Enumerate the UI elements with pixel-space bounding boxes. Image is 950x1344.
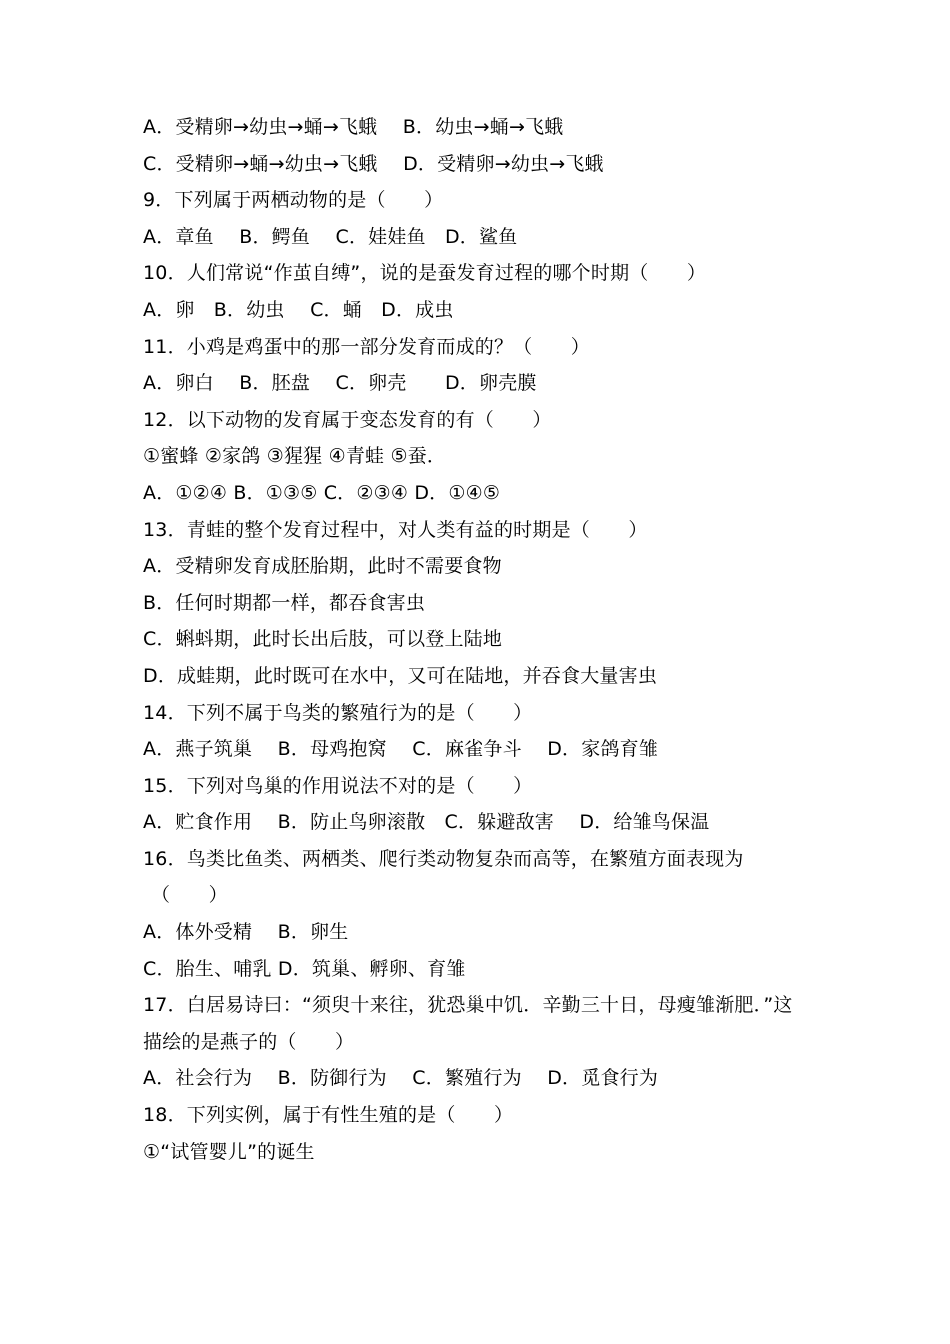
q15-stem: 15．下列对鸟巢的作用说法不对的是（ ） xyxy=(143,774,533,797)
q13-option-d: D．成蛙期，此时既可在水中，又可在陆地，并吞食大量害虫 xyxy=(143,664,658,687)
question-text-block xyxy=(143,109,823,1170)
q11-stem: 11．小鸡是鸡蛋中的那一部分发育而成的？（ ） xyxy=(143,335,590,358)
q14-stem: 14．下列不属于鸟类的繁殖行为的是（ ） xyxy=(143,701,533,724)
q16-options-cd: C．胎生、哺乳 D．筑巢、孵卵、育雏 xyxy=(143,957,466,980)
q13-stem: 13．青蛙的整个发育过程中，对人类有益的时期是（ ） xyxy=(143,518,648,541)
q16-stem: 16．鸟类比鱼类、两栖类、爬行类动物复杂而高等，在繁殖方面表现为 xyxy=(143,847,744,870)
q17-options: A．社会行为 B．防御行为 C．繁殖行为 D．觅食行为 xyxy=(143,1067,659,1090)
q10-options: A．卵 B．幼虫 C．蛹 D．成虫 xyxy=(143,298,454,321)
q17-stem-continued: 描绘的是燕子的（ ） xyxy=(143,1030,355,1053)
q14-options: A．燕子筑巢 B．母鸡抱窝 C．麻雀争斗 D．家鸽育雏 xyxy=(143,738,659,761)
q12-stem: 12．以下动物的发育属于变态发育的有（ ） xyxy=(143,408,552,431)
q16-stem-continued: （ ） xyxy=(151,884,228,907)
q9-options: A．章鱼 B．鳄鱼 C．娃娃鱼 D．鲨鱼 xyxy=(143,225,518,248)
q13-option-b: B．任何时期都一样，都吞食害虫 xyxy=(143,591,426,614)
q8-options-ab: A．受精卵→幼虫→蛹→飞蛾 B．幼虫→蛹→飞蛾 xyxy=(143,116,564,138)
q13-option-a: A．受精卵发育成胚胎期，此时不需要食物 xyxy=(143,555,502,578)
q18-stem: 18．下列实例，属于有性生殖的是（ ） xyxy=(143,1104,514,1127)
q12-items: ①蜜蜂 ②家鸽 ③猩猩 ④青蛙 ⑤蚕． xyxy=(143,445,447,468)
q10-stem: 10．人们常说“作茧自缚”，说的是蚕发育过程的哪个时期（ ） xyxy=(143,262,707,285)
q12-options: A．①②④ B．①③⑤ C．②③④ D．①④⑤ xyxy=(143,481,501,504)
q15-options: A．贮食作用 B．防止鸟卵滚散 C．躲避敌害 D．给雏鸟保温 xyxy=(143,811,710,834)
q9-stem: 9．下列属于两栖动物的是（ ） xyxy=(143,189,444,212)
q13-option-c: C．蝌蚪期，此时长出后肢，可以登上陆地 xyxy=(143,628,503,651)
q17-stem: 17．白居易诗曰：“须臾十来往，犹恐巢中饥．辛勤三十日，母瘦雏渐肥．”这 xyxy=(143,994,793,1017)
q18-item-1: ①“试管婴儿”的诞生 xyxy=(143,1140,315,1163)
q8-options-cd: C．受精卵→蛹→幼虫→飞蛾 D．受精卵→幼虫→飞蛾 xyxy=(143,152,604,175)
q16-options-ab: A．体外受精 B．卵生 xyxy=(143,921,349,944)
q11-options: A．卵白 B．胚盘 C．卵壳 D．卵壳膜 xyxy=(143,372,537,395)
